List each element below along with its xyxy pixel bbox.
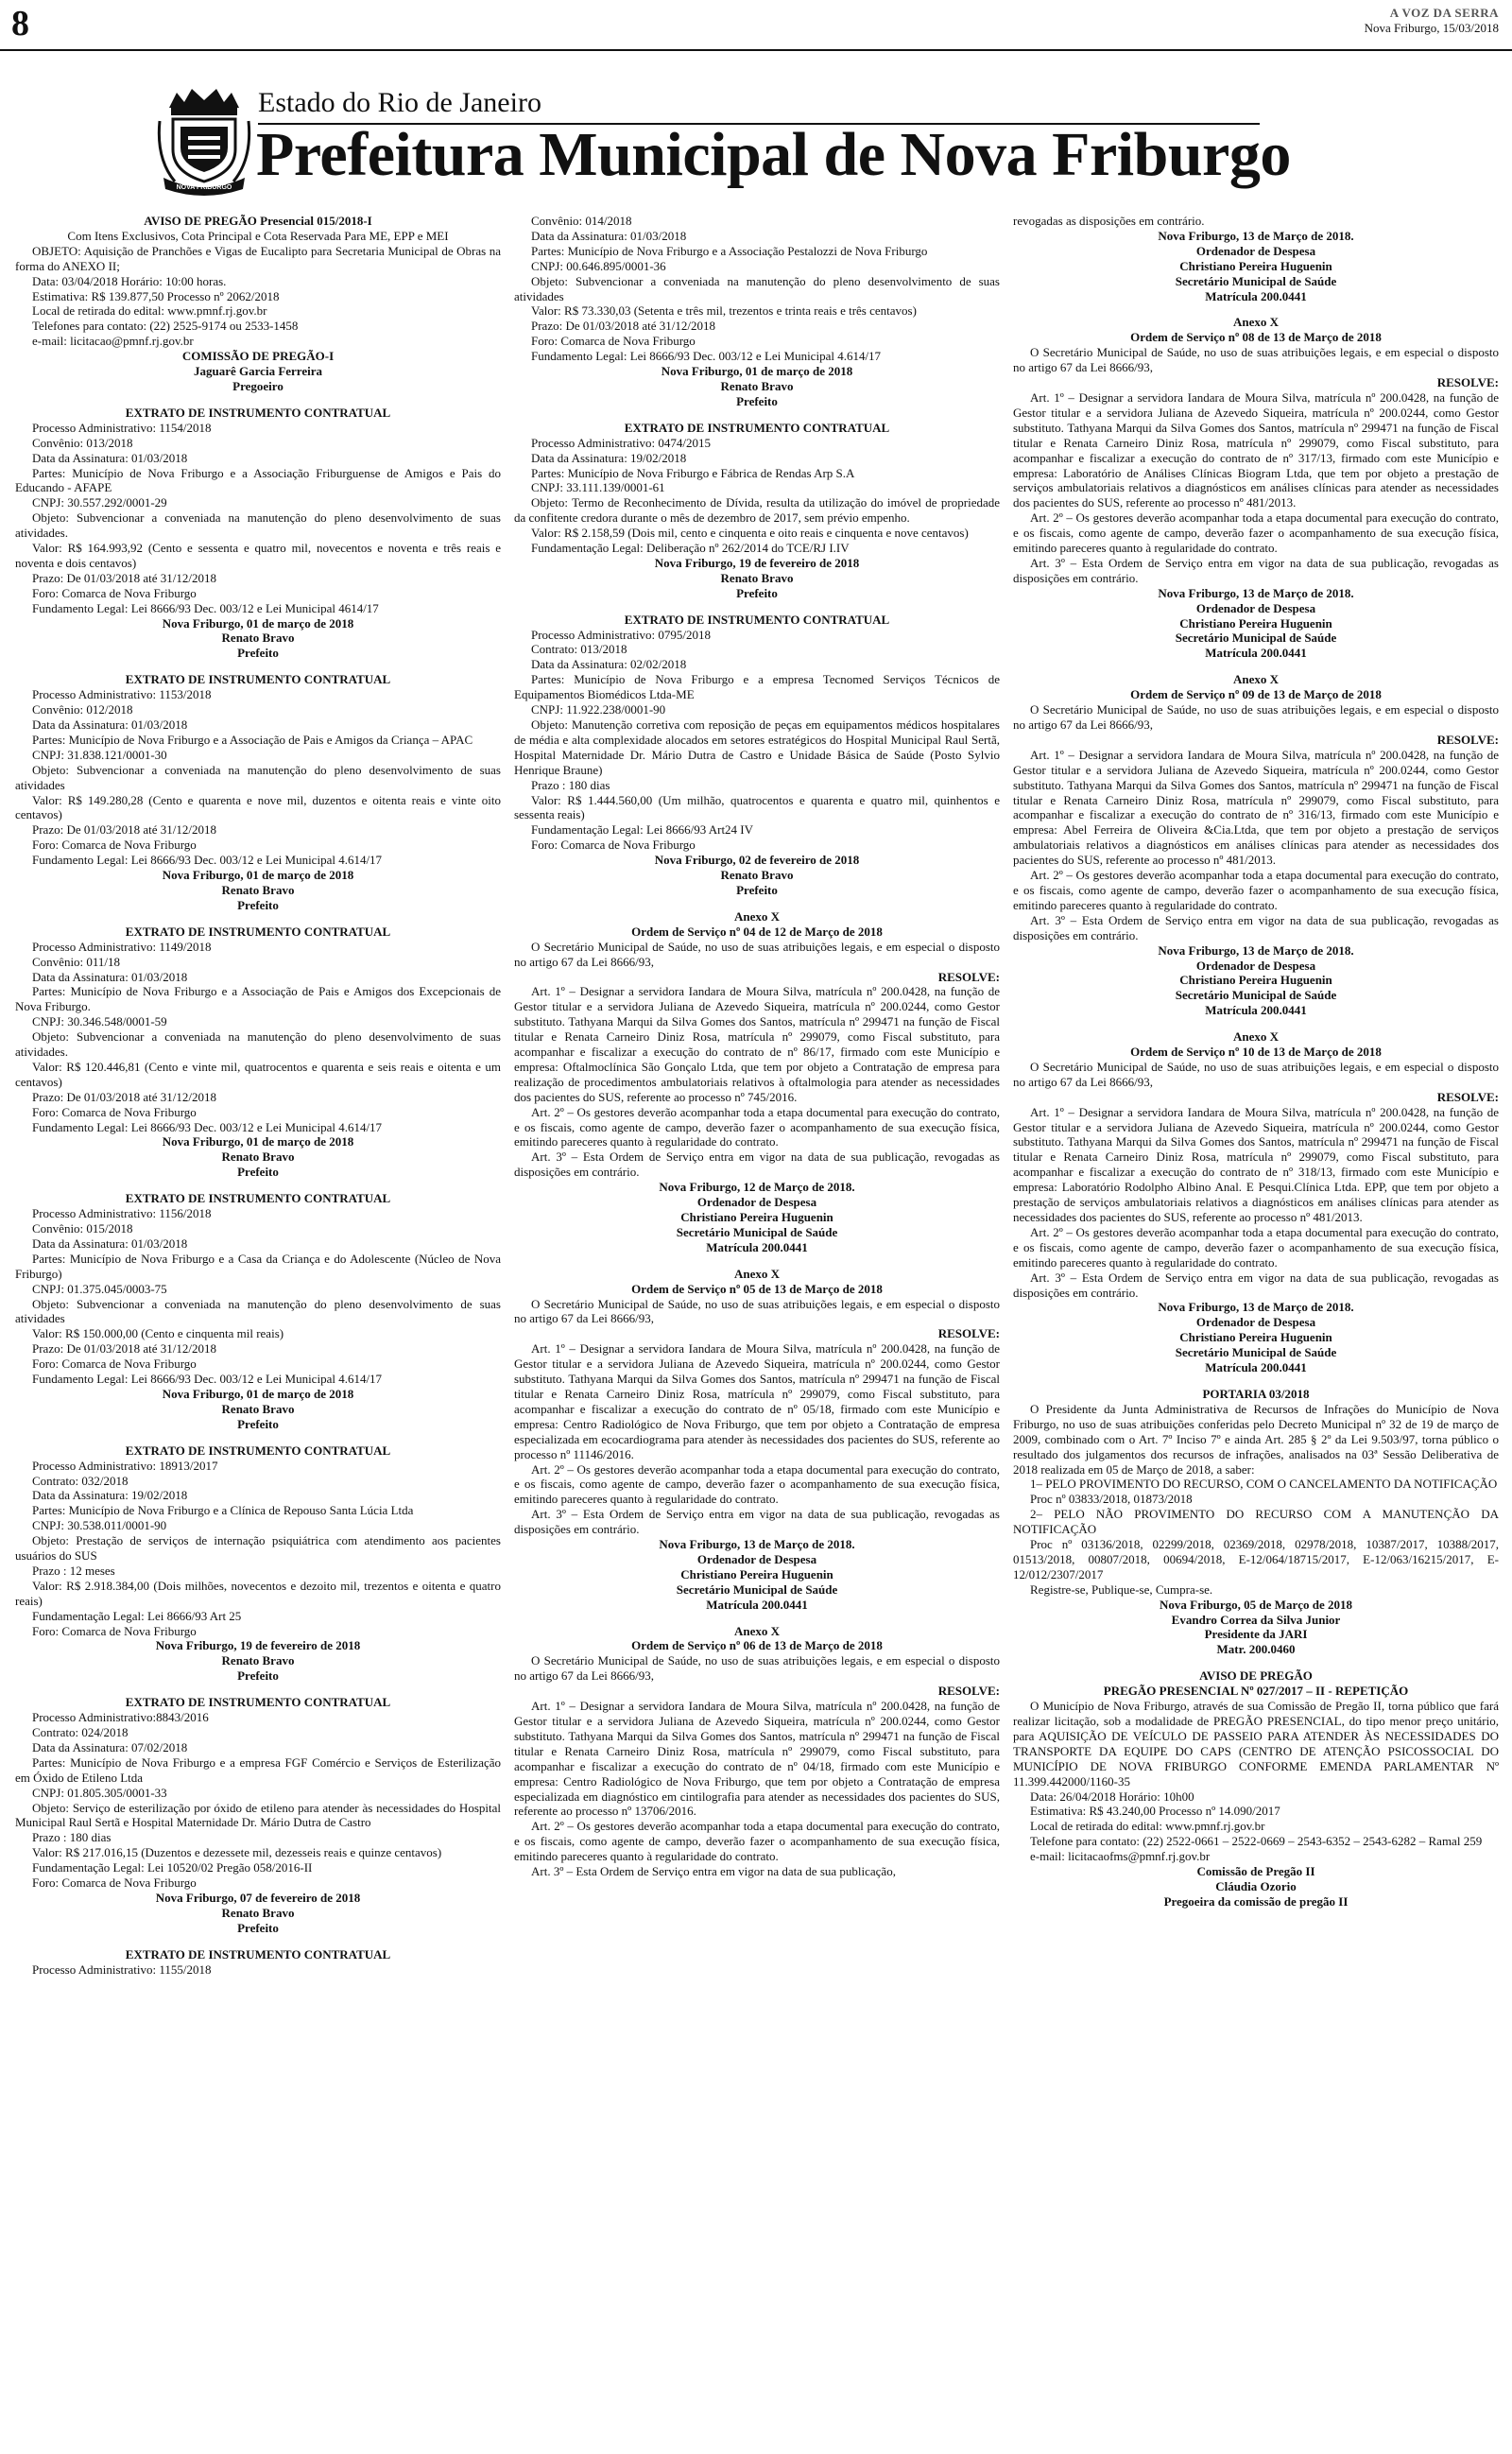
notice-heading: Matrícula 200.0441 xyxy=(1205,288,1307,303)
notice-heading: Prefeito xyxy=(736,882,778,897)
notice-heading: Renato Bravo xyxy=(720,378,794,393)
notice-paragraph: Fundamento Legal: Lei 8666/93 Dec. 003/12 e Lei Municipal 4.614/17 xyxy=(32,1372,383,1387)
notice-heading: Christiano Pereira Huguenin xyxy=(1179,258,1332,273)
notice-heading: EXTRATO DE INSTRUMENTO CONTRATUAL xyxy=(125,924,391,939)
notice-heading: Renato Bravo xyxy=(221,1653,295,1668)
section-gap xyxy=(514,409,1000,421)
notice-heading: Ordenador de Despesa xyxy=(696,1195,817,1210)
notice-paragraph: Fundamento Legal: Lei 8666/93 Dec. 003/12 e Lei Municipal 4.614/17 xyxy=(32,853,383,868)
notice-heading: Ordenador de Despesa xyxy=(1195,600,1316,615)
notice-paragraph: Valor: R$ 164.993,92 (Cento e sessenta e quatro mil, novecentos e noventa e três reais e noventa e dois centavos) xyxy=(15,541,501,570)
section-gap xyxy=(1013,661,1499,672)
section-gap xyxy=(1013,1375,1499,1387)
notice-paragraph: 1– PELO PROVIMENTO DO RECURSO, COM O CANCELAMENTO DA NOTIFICAÇÃO xyxy=(1030,1477,1498,1492)
section-gap xyxy=(15,1180,501,1191)
notice-heading: Christiano Pereira Huguenin xyxy=(1179,1330,1332,1345)
notice-paragraph: Valor: R$ 120.446,81 (Cento e vinte mil, quatrocentos e quarenta e seis reais e oitenta e um centavos) xyxy=(15,1059,501,1089)
notice-heading: EXTRATO DE INSTRUMENTO CONTRATUAL xyxy=(624,612,890,627)
notice-paragraph: Registre-se, Publique-se, Cumpra-se. xyxy=(1030,1581,1213,1597)
column-2 xyxy=(514,214,1000,2445)
notice-heading: Ordenador de Despesa xyxy=(1195,1315,1316,1330)
notice-heading: Secretário Municipal de Saúde xyxy=(1175,1345,1337,1360)
notice-paragraph: Objeto: Subvencionar a conveniada na manutenção do pleno desenvolvimento de suas atividades xyxy=(15,762,501,792)
notice-paragraph: Estimativa: R$ 43.240,00 Processo nº 14.090/2017 xyxy=(1030,1804,1280,1819)
notice-paragraph: Convênio: 015/2018 xyxy=(32,1221,133,1236)
notice-paragraph: CNPJ: 30.538.011/0001-90 xyxy=(32,1518,167,1533)
notice-paragraph: Fundamentação Legal: Deliberação nº 262/2014 do TCE/RJ I.IV xyxy=(531,541,850,556)
notice-heading: Renato Bravo xyxy=(720,868,794,883)
notice-paragraph: Art. 3º – Esta Ordem de Serviço entra em vigor na data de sua publicação, revogadas as disposições em contrário. xyxy=(1013,1270,1499,1300)
notice-heading: EXTRATO DE INSTRUMENTO CONTRATUAL xyxy=(125,1191,391,1206)
notice-heading: Matrícula 200.0441 xyxy=(1205,1360,1307,1375)
notice-heading: Nova Friburgo, 13 de Março de 2018. xyxy=(1158,1300,1354,1315)
notice-heading: Anexo X xyxy=(733,1623,781,1638)
notice-paragraph: Art. 3º – Esta Ordem de Serviço entra em vigor na data de sua publicação, xyxy=(531,1864,896,1879)
notice-paragraph: Foro: Comarca de Nova Friburgo xyxy=(531,334,696,349)
notice-paragraph: Proc nº 03833/2018, 01873/2018 xyxy=(1030,1492,1193,1507)
notice-heading: Anexo X xyxy=(1232,315,1280,330)
section-gap xyxy=(514,898,1000,909)
notice-heading: Renato Bravo xyxy=(221,1401,295,1416)
notice-heading: Anexo X xyxy=(1232,672,1280,687)
notice-heading: Prefeito xyxy=(237,1416,279,1431)
notice-heading: Pregoeiro xyxy=(232,378,284,393)
notice-paragraph: Valor: R$ 2.158,59 (Dois mil, cento e cinquenta e oito reais e cinquenta e nove centavos) xyxy=(531,526,969,541)
notice-paragraph: Telefones para contato: (22) 2525-9174 ou 2533-1458 xyxy=(32,319,299,334)
notice-paragraph: Prazo : 180 dias xyxy=(32,1830,112,1845)
notice-heading: Prefeito xyxy=(237,1668,279,1684)
notice-paragraph: Fundamento Legal: Lei 8666/93 Dec. 003/12 e Lei Municipal 4.614/17 xyxy=(531,349,882,364)
notice-heading: Prefeito xyxy=(237,897,279,912)
notice-paragraph: Data da Assinatura: 07/02/2018 xyxy=(32,1739,188,1754)
notice-heading: Christiano Pereira Huguenin xyxy=(680,1566,833,1581)
notice-paragraph: Data da Assinatura: 01/03/2018 xyxy=(32,450,188,465)
notice-paragraph: Proc nº 03136/2018, 02299/2018, 02369/2018, 02978/2018, 10387/2017, 10388/2017, 01513/2018, 00807/2018, 00694/2018, E-12/064/18715/2017, E-12/063/16215/2017, E-12/012/2307/2017 xyxy=(1013,1537,1499,1581)
notice-heading: EXTRATO DE INSTRUMENTO CONTRATUAL xyxy=(125,672,391,687)
notice-paragraph: Data: 03/04/2018 Horário: 10:00 horas. xyxy=(32,273,227,288)
notice-paragraph: Partes: Município de Nova Friburgo e a empresa FGF Comércio e Serviços de Esterilização em Óxido de Etileno Ltda xyxy=(15,1754,501,1785)
notice-paragraph: Data da Assinatura: 01/03/2018 xyxy=(531,228,687,243)
notice-heading: Anexo X xyxy=(733,908,781,924)
newspaper-name: A VOZ DA SERRA xyxy=(1389,6,1499,20)
notice-paragraph: CNPJ: 00.646.895/0001-36 xyxy=(531,258,666,273)
notice-heading: Ordem de Serviço nº 08 de 13 de Março de 2018 xyxy=(1130,330,1382,345)
notice-heading: Ordenador de Despesa xyxy=(696,1551,817,1566)
notice-paragraph: Valor: R$ 73.330,03 (Setenta e três mil, trezentos e trinta reais e três centavos) xyxy=(531,303,917,319)
notice-heading: Comissão de Pregão II xyxy=(1196,1864,1315,1879)
notice-paragraph: Art. 2º – Os gestores deverão acompanhar toda a etapa documental para execução do contrato, e os fiscais, como agente de campo, deverão fazer o acompanhamento de sua execução física, emitindo pareceres quanto à regularidade do contrato. xyxy=(1013,1224,1499,1270)
notice-heading: Ordem de Serviço nº 06 de 13 de Março de 2018 xyxy=(631,1638,883,1653)
notice-paragraph: Art. 1º – Designar a servidora Iandara de Moura Silva, matrícula nº 200.0428, na função de Gestor titular e a servidora Juliana de Azevedo Siqueira, matrícula nº 200.0244, como Gestor substituto. Tathyana Marqui da Silva Gomes dos Santos, matrícula nº 299471 na função de Fiscal titular e Renata Carneiro Diniz Rosa, matrícula nº 299079, como Fiscal substituto, para acompanhar e fiscalizar a execução do contrato de nº 05/18, firmado com este Município e empresa: Centro Radiológico de Nova Friburgo, que tem por objeto a Contratação de empresa especializada em ecocardiograma para atender às necessidades dos pacientes do SUS, referente ao processo nº 11146/2016. xyxy=(514,1341,1000,1461)
notice-paragraph: Prazo : 180 dias xyxy=(531,777,610,792)
notice-heading: Matrícula 200.0441 xyxy=(706,1597,808,1612)
notice-paragraph: Processo Administrativo: 0795/2018 xyxy=(531,627,711,642)
notice-heading: Matrícula 200.0441 xyxy=(1205,646,1307,661)
notice-heading: Prefeito xyxy=(237,1920,279,1935)
notice-heading: EXTRATO DE INSTRUMENTO CONTRATUAL xyxy=(125,1946,391,1961)
notice-heading: Nova Friburgo, 01 de março de 2018 xyxy=(162,615,354,631)
notice-paragraph: Data: 26/04/2018 Horário: 10h00 xyxy=(1030,1789,1194,1804)
notice-paragraph: Processo Administrativo: 1153/2018 xyxy=(32,687,212,702)
notice-paragraph: Valor: R$ 217.016,15 (Duzentos e dezessete mil, dezesseis reais e quinze centavos) xyxy=(32,1845,442,1860)
notice-paragraph: Art. 1º – Designar a servidora Iandara de Moura Silva, matrícula nº 200.0428, na função de Gestor titular e a servidora Juliana de Azevedo Siqueira, matrícula nº 200.0244, como Gestor substituto. Tathyana Marqui da Silva Gomes dos Santos, matrícula nº 299471 na função de Fiscal titular e Renata Carneiro Diniz Rosa, matrícula nº 299079, como Fiscal substituto, para acompanhar e fiscalizar a execução do contrato de nº 86/17, firmado com este Município e empresa: Oftalmoclínica São Gonçalo Ltda, que tem por objeto a Contratação de empresa para realização de procedimentos ambulatoriais relativos à oftalmologia para atender as necessidades dos pacientes do SUS, referente ao processo nº 745/2016. xyxy=(514,984,1000,1104)
notice-paragraph: Foro: Comarca de Nova Friburgo xyxy=(32,1623,197,1638)
notice-heading: Renato Bravo xyxy=(221,882,295,897)
notice-paragraph: Objeto: Prestação de serviços de internação psiquiátrica com atendimento aos pacientes usuários do SUS xyxy=(15,1533,501,1564)
notice-paragraph: Data da Assinatura: 19/02/2018 xyxy=(531,450,687,465)
notice-paragraph: Art. 1º – Designar a servidora Iandara de Moura Silva, matrícula nº 200.0428, na função de Gestor titular e a servidora Juliana de Azevedo Siqueira, matrícula nº 200.0244, como Gestor substituto. Tathyana Marqui da Silva Gomes dos Santos, matrícula nº 299471 na função de Fiscal titular e Renata Carneiro Diniz Rosa, matrícula nº 299079, como Fiscal substituto, para acompanhar e fiscalizar a execução do contrato de nº 317/13, firmado com este Município e empresa: Laboratório de Análises Clínicas Biogram Ltda, que tem por objeto a prestação de serviços ambulatoriais relativos a diagnósticos em análises clínicas para atender as necessidades dos pacientes do SUS, referente ao processo nº 481/2013. xyxy=(1013,389,1499,510)
notice-paragraph: O Secretário Municipal de Saúde, no uso de suas atribuições legais, e em especial o disposto no artigo 67 da Lei 8666/93, xyxy=(514,1296,1000,1326)
notice-paragraph: Art. 1º – Designar a servidora Iandara de Moura Silva, matrícula nº 200.0428, na função de Gestor titular e a servidora Juliana de Azevedo Siqueira, matrícula nº 200.0244, como Gestor substituto. Tathyana Marqui da Silva Gomes dos Santos, matrícula nº 299471 na função de Fiscal titular e Renata Carneiro Diniz Rosa, matrícula nº 299079, como Fiscal substituto, para acompanhar e fiscalizar a execução do contrato de nº 04/18, firmado com este Município e empresa: Centro Radiológico de Nova Friburgo, que tem por objeto a Contratação de empresa especializada em diagnóstico em cintilografia para atender as necessidades dos pacientes do SUS, referente ao processo nº 13706/2016. xyxy=(514,1699,1000,1819)
notice-paragraph: Foro: Comarca de Nova Friburgo xyxy=(32,1104,197,1119)
notice-paragraph: Convênio: 014/2018 xyxy=(531,214,632,228)
notice-paragraph: Data da Assinatura: 19/02/2018 xyxy=(32,1488,188,1503)
notice-heading: Matrícula 200.0441 xyxy=(706,1239,808,1254)
notice-paragraph: RESOLVE: xyxy=(1436,375,1499,390)
notice-heading: Secretário Municipal de Saúde xyxy=(1175,988,1337,1003)
notice-heading: Christiano Pereira Huguenin xyxy=(1179,615,1332,631)
notice-heading: EXTRATO DE INSTRUMENTO CONTRATUAL xyxy=(125,405,391,420)
state-name: Estado do Rio de Janeiro xyxy=(258,87,541,118)
notice-paragraph: CNPJ: 33.111.139/0001-61 xyxy=(531,480,665,495)
notice-paragraph: Foro: Comarca de Nova Friburgo xyxy=(32,1357,197,1372)
notice-paragraph: Art. 2º – Os gestores deverão acompanhar toda a etapa documental para execução do contrato, e os fiscais, como agente de campo, deverão fazer o acompanhamento de sua execução física, emitindo pareceres quanto à regularidade do contrato. xyxy=(1013,868,1499,912)
notice-paragraph: CNPJ: 30.346.548/0001-59 xyxy=(32,1014,167,1029)
notice-heading: Nova Friburgo, 01 de março de 2018 xyxy=(162,1134,354,1149)
notice-paragraph: OBJETO: Aquisição de Pranchões e Vigas de Eucalipto para Secretaria Municipal de Obras na forma do ANEXO II; xyxy=(15,243,501,273)
notice-heading: PORTARIA 03/2018 xyxy=(1202,1386,1310,1401)
notice-paragraph: Data da Assinatura: 01/03/2018 xyxy=(32,969,188,984)
notice-heading: Nova Friburgo, 05 de Março de 2018 xyxy=(1159,1597,1352,1612)
notice-paragraph: Processo Administrativo:8843/2016 xyxy=(32,1710,209,1725)
notice-paragraph: RESOLVE: xyxy=(937,1326,1000,1341)
notice-paragraph: Art. 2º – Os gestores deverão acompanhar toda a etapa documental para execução do contrato, e os fiscais, como agente de campo, deverão fazer o acompanhamento de sua execução física, emitindo pareceres quanto à regularidade do contrato. xyxy=(514,1104,1000,1149)
header-rule xyxy=(0,49,1512,51)
notice-heading: Ordem de Serviço nº 09 de 13 de Março de 2018 xyxy=(1130,687,1382,702)
notice-heading: Secretário Municipal de Saúde xyxy=(1175,273,1337,288)
notice-paragraph: Valor: R$ 149.280,28 (Cento e quarenta e nove mil, duzentos e oitenta reais e vinte oito centavos) xyxy=(15,792,501,822)
notice-paragraph: Convênio: 011/18 xyxy=(32,954,121,969)
notice-paragraph: e-mail: licitacao@pmnf.rj.gov.br xyxy=(32,334,194,349)
section-gap xyxy=(514,1613,1000,1624)
notice-paragraph: Processo Administrativo: 1154/2018 xyxy=(32,420,212,435)
notice-paragraph: Com Itens Exclusivos, Cota Principal e Cota Reservada Para ME, EPP e MEI xyxy=(67,228,449,243)
section-gap xyxy=(15,913,501,925)
notice-paragraph: CNPJ: 01.375.045/0003-75 xyxy=(32,1281,167,1296)
notice-heading: Ordenador de Despesa xyxy=(1195,243,1316,258)
notice-paragraph: Processo Administrativo: 1149/2018 xyxy=(32,939,212,954)
notice-paragraph: O Secretário Municipal de Saúde, no uso de suas atribuições legais, e em especial o disposto no artigo 67 da Lei 8666/93, xyxy=(1013,702,1499,732)
notice-paragraph: Prazo : 12 meses xyxy=(32,1563,115,1578)
notice-paragraph: Partes: Município de Nova Friburgo e a Casa da Criança e do Adolescente (Núcleo de Nova Friburgo) xyxy=(15,1251,501,1281)
notice-heading: Ordem de Serviço nº 10 de 13 de Março de 2018 xyxy=(1130,1045,1382,1060)
edition-date: Nova Friburgo, 15/03/2018 xyxy=(1364,21,1499,35)
notice-heading: Cláudia Ozorio xyxy=(1215,1878,1297,1893)
notice-heading: COMISSÃO DE PREGÃO-I xyxy=(181,349,335,364)
column-3 xyxy=(1013,214,1499,2445)
notice-paragraph: Data da Assinatura: 01/03/2018 xyxy=(32,717,188,732)
notice-paragraph: revogadas as disposições em contrário. xyxy=(1013,214,1205,228)
notice-paragraph: CNPJ: 31.838.121/0001-30 xyxy=(32,747,167,762)
notice-heading: EXTRATO DE INSTRUMENTO CONTRATUAL xyxy=(125,1695,391,1710)
notice-heading: Prefeito xyxy=(736,585,778,600)
notice-paragraph: Prazo: De 01/03/2018 até 31/12/2018 xyxy=(32,570,216,585)
notice-paragraph: O Secretário Municipal de Saúde, no uso de suas atribuições legais, e em especial o disposto no artigo 67 da Lei 8666/93, xyxy=(514,1653,1000,1684)
notice-paragraph: Art. 2º – Os gestores deverão acompanhar toda a etapa documental para execução do contrato, e os fiscais, como agente de campo, deverão fazer o acompanhamento de sua execução física, emitindo pareceres quanto à regularidade do contrato. xyxy=(514,1461,1000,1507)
notice-paragraph: Partes: Município de Nova Friburgo e a Associação de Pais e Amigos da Criança – APAC xyxy=(32,732,473,747)
notice-heading: Nova Friburgo, 02 de fevereiro de 2018 xyxy=(654,853,860,868)
section-gap xyxy=(514,1255,1000,1267)
notice-heading: Nova Friburgo, 01 de março de 2018 xyxy=(162,868,354,883)
column-1 xyxy=(15,214,501,2445)
notice-heading: Christiano Pereira Huguenin xyxy=(680,1210,833,1224)
notice-heading: EXTRATO DE INSTRUMENTO CONTRATUAL xyxy=(125,1443,391,1458)
notice-heading: Nova Friburgo, 01 de março de 2018 xyxy=(162,1386,354,1401)
notice-paragraph: Art. 1º – Designar a servidora Iandara de Moura Silva, matrícula nº 200.0428, na função de Gestor titular e a servidora Juliana de Azevedo Siqueira, matrícula nº 200.0244, como Gestor substituto. Tathyana Marqui da Silva Gomes dos Santos, matrícula nº 299471 na função de Fiscal titular e Renata Carneiro Diniz Rosa, matrícula nº 299079, como Fiscal substituto, para acompanhar e fiscalizar a execução do contrato de nº 318/13, firmado com este Município e empresa: Laboratório Rodolpho Albino Anal. E Pesqui.Clínica Ltda. EPP, que tem por objeto a prestação de serviços ambulatoriais relativos a diagnósticos em análises clínicas para atender as necessidades dos pacientes do SUS, referente ao processo nº 481/2013. xyxy=(1013,1104,1499,1224)
notice-paragraph: O Secretário Municipal de Saúde, no uso de suas atribuições legais, e em especial o disposto no artigo 67 da Lei 8666/93, xyxy=(1013,345,1499,375)
notice-paragraph: Prazo: De 01/03/2018 até 31/12/2018 xyxy=(531,319,715,334)
notice-heading: Nova Friburgo, 01 de março de 2018 xyxy=(661,364,853,379)
notice-heading: Nova Friburgo, 19 de fevereiro de 2018 xyxy=(654,555,860,570)
notice-paragraph: Prazo: De 01/03/2018 até 31/12/2018 xyxy=(32,1089,216,1104)
notice-paragraph: Processo Administrativo: 1155/2018 xyxy=(32,1961,212,1977)
section-gap xyxy=(15,394,501,406)
notice-paragraph: Fundamento Legal: Lei 8666/93 Dec. 003/12 e Lei Municipal 4614/17 xyxy=(32,600,379,615)
notice-paragraph: Partes: Município de Nova Friburgo e a Clínica de Repouso Santa Lúcia Ltda xyxy=(32,1503,414,1518)
notice-heading: Secretário Municipal de Saúde xyxy=(1175,631,1337,646)
notice-paragraph: O Município de Nova Friburgo, através de sua Comissão de Pregão II, torna público que fará realizar licitação, sob a modalidade de PREGÃO PRESENCIAL, do tipo menor preço unitário, para AQUISIÇÃO DE VEÍCULO DE PASSEIO PARA ATENDER ÀS NECESSIDADES DO TRANSPORTE DA EQUIPE DO CAPS (CENTRO DE ATENÇÃO PSICOSSOCIAL DO MUNICÍPIO DE NOVA FRIBURGO CONFORME EMENDA PARLAMENTAR Nº 11.399.442000/1160-35 xyxy=(1013,1699,1499,1789)
notice-heading: Renato Bravo xyxy=(221,1149,295,1165)
notice-paragraph: e-mail: licitacaofms@pmnf.rj.gov.br xyxy=(1030,1849,1211,1864)
notice-paragraph: O Secretário Municipal de Saúde, no uso de suas atribuições legais, e em especial o disposto no artigo 67 da Lei 8666/93, xyxy=(514,939,1000,969)
notice-paragraph: Art. 1º – Designar a servidora Iandara de Moura Silva, matrícula nº 200.0428, na função de Gestor titular e a servidora Juliana de Azevedo Siqueira, matrícula nº 200.0244, como Gestor substituto. Tathyana Marqui da Silva Gomes dos Santos, matrícula nº 299471 na função de Fiscal titular e Renata Carneiro Diniz Rosa, matrícula nº 299079, como Fiscal substituto, para acompanhar e fiscalizar a execução do contrato de nº 316/13, firmado com este Município e empresa: Abel Ferreira de Oliveira &Cia.Ltda, que tem por objeto a prestação de serviços ambulatoriais relativos a diagnósticos em análises clínicas para atender as necessidades dos pacientes do SUS, referente ao processo nº 481/2013. xyxy=(1013,747,1499,868)
notice-paragraph: RESOLVE: xyxy=(937,1684,1000,1699)
notice-paragraph: RESOLVE: xyxy=(937,969,1000,984)
notice-paragraph: Valor: R$ 1.444.560,00 (Um milhão, quatrocentos e quarenta e quatro mil, quinhentos e sessenta reais) xyxy=(514,792,1000,822)
section-gap xyxy=(15,1432,501,1443)
notice-heading: Matrícula 200.0441 xyxy=(1205,1003,1307,1018)
notice-paragraph: Contrato: 024/2018 xyxy=(32,1725,129,1739)
section-gap xyxy=(15,1936,501,1947)
notice-paragraph: CNPJ: 30.557.292/0001-29 xyxy=(32,495,167,510)
notice-paragraph: Art. 2º – Os gestores deverão acompanhar toda a etapa documental para execução do contrato, e os fiscais, como agente de campo, deverão fazer o acompanhamento de sua execução física, emitindo pareceres quanto à regularidade do contrato. xyxy=(514,1819,1000,1864)
notice-paragraph: Fundamentação Legal: Lei 8666/93 Art24 IV xyxy=(531,822,754,838)
notice-heading: Prefeito xyxy=(237,1165,279,1180)
notice-paragraph: Foro: Comarca de Nova Friburgo xyxy=(32,1875,197,1891)
notice-paragraph: Objeto: Termo de Reconhecimento de Dívida, resulta da utilização do imóvel de propriedade da confitente credora durante o mês de dezembro de 2017, sem prévio empenho. xyxy=(514,495,1000,526)
notice-paragraph: Processo Administrativo: 1156/2018 xyxy=(32,1206,212,1221)
notice-heading: Ordenador de Despesa xyxy=(1195,958,1316,973)
notice-paragraph: Objeto: Serviço de esterilização por óxido de etileno para atender às necessidades do Hospital Municipal Raul Sertã e Hospital Maternidade Dr. Mário Dutra de Castro xyxy=(15,1800,501,1830)
notice-columns xyxy=(15,214,1499,2445)
notice-paragraph: Processo Administrativo: 0474/2015 xyxy=(531,435,711,450)
notice-paragraph: Convênio: 013/2018 xyxy=(32,435,133,450)
notice-paragraph: Telefone para contato: (22) 2522-0661 – 2522-0669 – 2543-6352 – 2543-6282 – Ramal 259 xyxy=(1030,1834,1483,1849)
notice-paragraph: Objeto: Subvencionar a conveniada na manutenção do pleno desenvolvimento de suas atividades xyxy=(15,1296,501,1326)
notice-heading: Nova Friburgo, 13 de Março de 2018. xyxy=(1158,228,1354,243)
notice-paragraph: Valor: R$ 150.000,00 (Cento e cinquenta mil reais) xyxy=(32,1326,284,1341)
notice-heading: Nova Friburgo, 19 de fevereiro de 2018 xyxy=(155,1638,361,1653)
notice-heading: Nova Friburgo, 12 de Março de 2018. xyxy=(659,1180,855,1195)
notice-heading: Prefeito xyxy=(736,393,778,408)
notice-heading: AVISO DE PREGÃO xyxy=(1199,1668,1313,1684)
section-gap xyxy=(1013,303,1499,315)
notice-paragraph: Processo Administrativo: 18913/2017 xyxy=(32,1458,218,1473)
city-crest-icon xyxy=(156,83,252,197)
notice-heading: Ordem de Serviço nº 05 de 13 de Março de 2018 xyxy=(631,1281,883,1296)
section-gap xyxy=(15,1684,501,1695)
notice-paragraph: Data da Assinatura: 01/03/2018 xyxy=(32,1236,188,1251)
notice-paragraph: O Presidente da Junta Administrativa de Recursos de Infrações do Município de Nova Friburgo, no uso de suas atribuições conferidas pelo Decreto Municipal nº 32 de 19 de março de 2009, combinado com o Art. 7º Inciso 7º e ainda Art. 285 § 2º da Lei 9.503/97, torna público o resultado dos julgamentos dos recursos de infrações, analisados na 03ª Sessão Deliberativa de 2018 realizada em 05 de Março de 2018, a saber: xyxy=(1013,1401,1499,1477)
notice-heading: Jaguarê Garcia Ferreira xyxy=(194,364,322,379)
masthead xyxy=(156,83,1384,197)
notice-paragraph: 2– PELO NÃO PROVIMENTO DO RECURSO COM A MANUTENÇÃO DA NOTIFICAÇÃO xyxy=(1013,1507,1499,1537)
notice-heading: Prefeito xyxy=(237,646,279,661)
notice-paragraph: O Secretário Municipal de Saúde, no uso de suas atribuições legais, e em especial o disposto no artigo 67 da Lei 8666/93, xyxy=(1013,1059,1499,1089)
crest-banner-text: NOVA FRIBURGO xyxy=(176,184,232,191)
notice-paragraph: Local de retirada do edital: www.pmnf.rj.gov.br xyxy=(1030,1819,1265,1834)
notice-heading: Matr. 200.0460 xyxy=(1216,1642,1296,1657)
notice-heading: Pregoeira da comissão de pregão II xyxy=(1163,1893,1349,1909)
notice-heading: Nova Friburgo, 13 de Março de 2018. xyxy=(659,1537,855,1552)
notice-heading: Nova Friburgo, 07 de fevereiro de 2018 xyxy=(155,1890,361,1905)
notice-heading: Renato Bravo xyxy=(221,631,295,646)
page-number: 8 xyxy=(11,4,29,43)
notice-heading: PREGÃO PRESENCIAL Nº 027/2017 – II - REPETIÇÃO xyxy=(1103,1684,1409,1699)
notice-paragraph: Partes: Município de Nova Friburgo e a empresa Tecnomed Serviços Técnicos de Equipamentos Biomédicos Ltda-ME xyxy=(514,672,1000,702)
notice-paragraph: CNPJ: 01.805.305/0001-33 xyxy=(32,1785,167,1800)
notice-paragraph: CNPJ: 11.922.238/0001-90 xyxy=(531,702,666,717)
notice-heading: Nova Friburgo, 13 de Março de 2018. xyxy=(1158,942,1354,958)
notice-paragraph: Partes: Município de Nova Friburgo e a Associação Pestalozzi de Nova Friburgo xyxy=(531,243,928,258)
masthead-title: Prefeitura Municipal de Nova Friburgo xyxy=(256,120,1291,189)
section-gap xyxy=(15,661,501,672)
notice-paragraph: Prazo: De 01/03/2018 até 31/12/2018 xyxy=(32,822,216,838)
notice-heading: Secretário Municipal de Saúde xyxy=(676,1224,838,1239)
notice-paragraph: Contrato: 013/2018 xyxy=(531,642,627,657)
notice-heading: Renato Bravo xyxy=(720,570,794,585)
notice-paragraph: Objeto: Subvencionar a conveniada na manutenção do pleno desenvolvimento de suas atividades. xyxy=(15,510,501,541)
notice-paragraph: Objeto: Subvencionar a conveniada na manutenção do pleno desenvolvimento de suas atividades. xyxy=(15,1029,501,1060)
notice-paragraph: Partes: Município de Nova Friburgo e Fábrica de Rendas Arp S.A xyxy=(531,465,855,480)
section-gap xyxy=(1013,1657,1499,1668)
notice-heading: Secretário Municipal de Saúde xyxy=(676,1581,838,1597)
notice-paragraph: Fundamento Legal: Lei 8666/93 Dec. 003/12 e Lei Municipal 4.614/17 xyxy=(32,1119,383,1134)
notice-paragraph: Art. 3º – Esta Ordem de Serviço entra em vigor na data de sua publicação, revogadas as disposições em contrário. xyxy=(1013,555,1499,585)
notice-paragraph: Partes: Município de Nova Friburgo e a Associação Friburguense de Amigos e Pais do Educando - AFAPE xyxy=(15,465,501,495)
notice-paragraph: Objeto: Manutenção corretiva com reposição de peças em equipamentos médicos hospitalares de média e alta complexidade alocados em setores estratégicos do Hospital Municipal Raul Sertã, Hospital Maternidade Dr. Mário Dutra de Castro e Unidade Básica de Saúde (Posto Sylvio Henrique Braune) xyxy=(514,717,1000,777)
notice-paragraph: Objeto: Subvencionar a conveniada na manutenção do pleno desenvolvimento de suas atividades xyxy=(514,273,1000,303)
notice-paragraph: Fundamentação Legal: Lei 8666/93 Art 25 xyxy=(32,1608,242,1623)
page-header xyxy=(0,0,1512,55)
notice-paragraph: Fundamentação Legal: Lei 10520/02 Pregão 058/2016-II xyxy=(32,1860,313,1875)
notice-heading: Evandro Correa da Silva Junior xyxy=(1171,1612,1341,1627)
notice-paragraph: Local de retirada do edital: www.pmnf.rj.gov.br xyxy=(32,303,267,319)
notice-paragraph: Foro: Comarca de Nova Friburgo xyxy=(531,838,696,853)
notice-paragraph: Art. 2º – Os gestores deverão acompanhar toda a etapa documental para execução do contrato, e os fiscais, como agente de campo, deverão fazer o acompanhamento de sua execução física, emitindo pareceres quanto à regularidade do contrato. xyxy=(1013,510,1499,556)
notice-heading: EXTRATO DE INSTRUMENTO CONTRATUAL xyxy=(624,420,890,435)
notice-paragraph: Partes: Município de Nova Friburgo e a Associação de Pais e Amigos dos Excepcionais de Nova Friburgo. xyxy=(15,984,501,1014)
notice-paragraph: Art. 3º – Esta Ordem de Serviço entra em vigor na data de sua publicação, revogadas as disposições em contrário. xyxy=(514,1149,1000,1180)
notice-paragraph: Estimativa: R$ 139.877,50 Processo nº 2062/2018 xyxy=(32,288,280,303)
notice-heading: Anexo X xyxy=(733,1266,781,1281)
notice-heading: Renato Bravo xyxy=(221,1905,295,1920)
notice-paragraph: Contrato: 032/2018 xyxy=(32,1473,129,1488)
notice-heading: Christiano Pereira Huguenin xyxy=(1179,973,1332,988)
newspaper-header xyxy=(1365,6,1499,36)
section-gap xyxy=(1013,1018,1499,1029)
notice-heading: Nova Friburgo, 13 de Março de 2018. xyxy=(1158,585,1354,600)
notice-heading: AVISO DE PREGÃO Presencial 015/2018-I xyxy=(144,214,372,228)
notice-paragraph: Art. 3º – Esta Ordem de Serviço entra em vigor na data de sua publicação, revogadas as disposições em contrário. xyxy=(1013,912,1499,942)
notice-paragraph: Foro: Comarca de Nova Friburgo xyxy=(32,838,197,853)
notice-paragraph: Convênio: 012/2018 xyxy=(32,702,133,717)
notice-paragraph: RESOLVE: xyxy=(1436,1089,1499,1104)
section-gap xyxy=(514,601,1000,613)
notice-heading: Anexo X xyxy=(1232,1029,1280,1045)
notice-paragraph: Foro: Comarca de Nova Friburgo xyxy=(32,585,197,600)
notice-heading: Presidente da JARI xyxy=(1204,1627,1308,1642)
notice-paragraph: Prazo: De 01/03/2018 até 31/12/2018 xyxy=(32,1341,216,1357)
notice-paragraph: Valor: R$ 2.918.384,00 (Dois milhões, novecentos e dezoito mil, trezentos e oitenta e quatro reais) xyxy=(15,1578,501,1608)
notice-heading: Ordem de Serviço nº 04 de 12 de Março de 2018 xyxy=(631,924,883,939)
notice-paragraph: Data da Assinatura: 02/02/2018 xyxy=(531,657,687,672)
notice-paragraph: RESOLVE: xyxy=(1436,732,1499,747)
notice-paragraph: Art. 3º – Esta Ordem de Serviço entra em vigor na data de sua publicação, revogadas as disposições em contrário. xyxy=(514,1507,1000,1537)
